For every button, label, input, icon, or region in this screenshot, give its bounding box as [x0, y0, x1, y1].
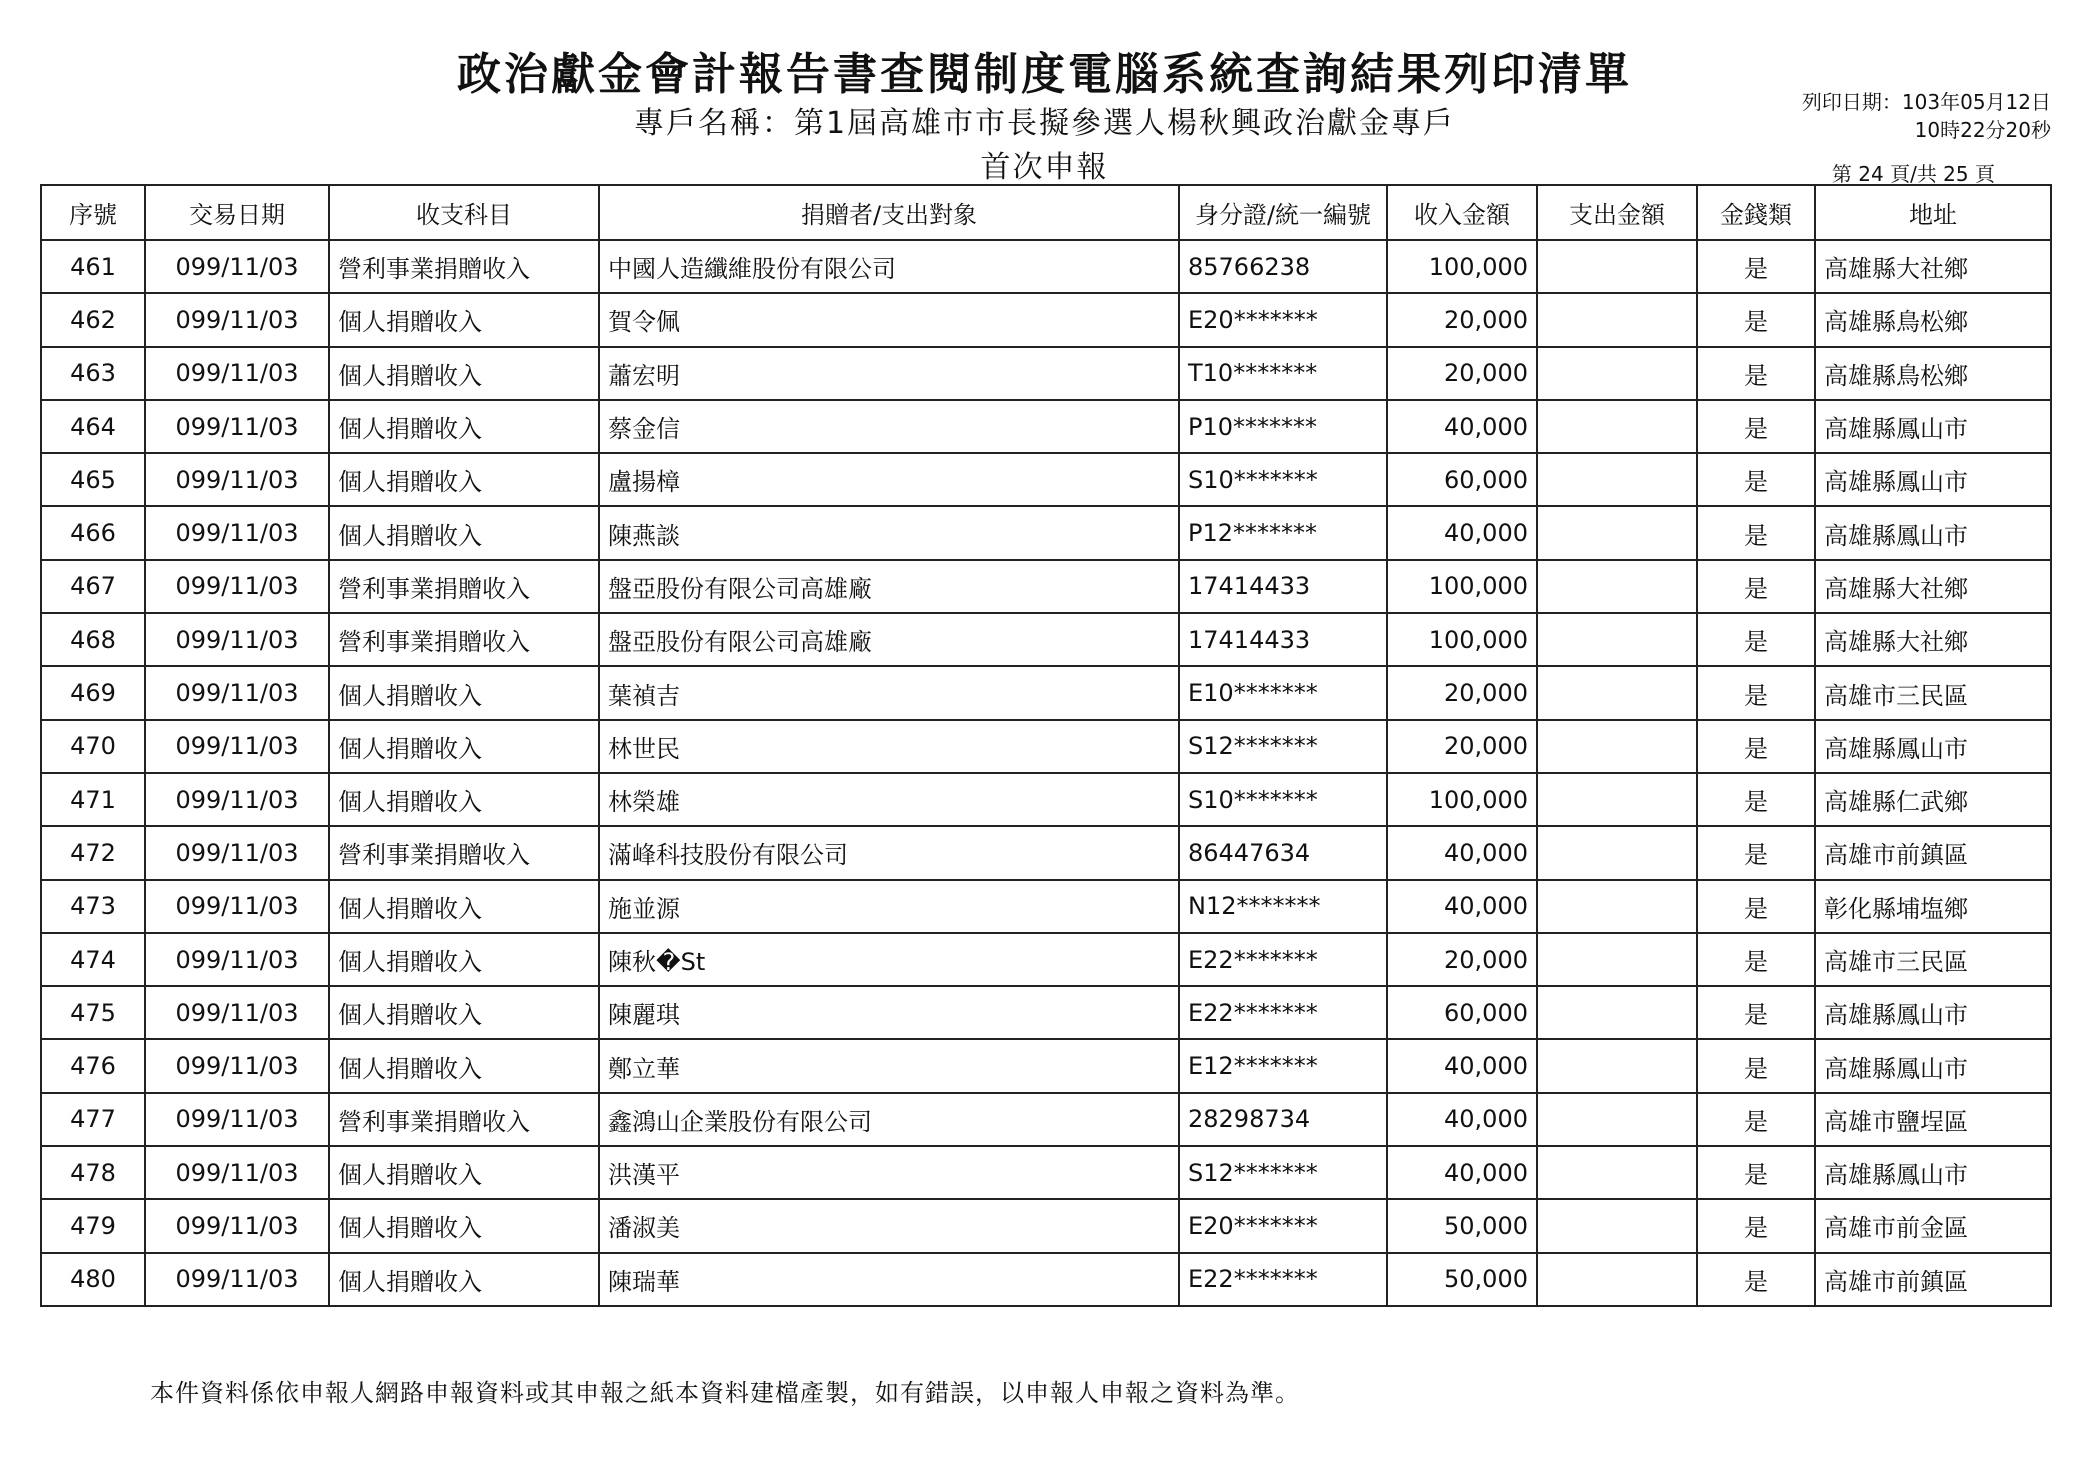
cell-seq: 472 — [41, 826, 145, 879]
cell-seq: 467 — [41, 560, 145, 613]
cell-id: 28298734 — [1179, 1093, 1387, 1146]
cell-address: 高雄縣大社鄉 — [1815, 613, 2051, 666]
table-row — [41, 826, 2051, 879]
cell-id: P10******* — [1179, 400, 1387, 453]
table-row — [41, 560, 2051, 613]
column-header-seq: 序號 — [41, 185, 145, 240]
cell-id: 17414433 — [1179, 560, 1387, 613]
cell-category: 個人捐贈收入 — [329, 347, 599, 400]
cell-seq: 461 — [41, 240, 145, 293]
cell-expense — [1537, 1253, 1697, 1306]
table-row — [41, 880, 2051, 933]
table-row — [41, 613, 2051, 666]
table-row — [41, 1199, 2051, 1252]
cell-seq: 477 — [41, 1093, 145, 1146]
cell-expense — [1537, 347, 1697, 400]
cell-id: 17414433 — [1179, 613, 1387, 666]
cell-expense — [1537, 773, 1697, 826]
cell-money-type: 是 — [1697, 986, 1815, 1039]
cell-seq: 474 — [41, 933, 145, 986]
cell-expense — [1537, 453, 1697, 506]
cell-income: 20,000 — [1387, 666, 1537, 719]
cell-date: 099/11/03 — [145, 613, 329, 666]
cell-money-type: 是 — [1697, 506, 1815, 559]
report-type: 首次申報 — [980, 150, 1109, 185]
cell-category: 營利事業捐贈收入 — [329, 826, 599, 879]
table-row — [41, 933, 2051, 986]
cell-income: 40,000 — [1387, 1093, 1537, 1146]
table-row — [41, 1146, 2051, 1199]
cell-expense — [1537, 720, 1697, 773]
cell-id: T10******* — [1179, 347, 1387, 400]
table-row — [41, 240, 2051, 293]
cell-expense — [1537, 293, 1697, 346]
cell-money-type: 是 — [1697, 560, 1815, 613]
cell-address: 高雄縣鳳山市 — [1815, 1146, 2051, 1199]
cell-payee: 施並源 — [599, 880, 1179, 933]
cell-expense — [1537, 826, 1697, 879]
table-row — [41, 506, 2051, 559]
cell-date: 099/11/03 — [145, 400, 329, 453]
table-row — [41, 400, 2051, 453]
cell-income: 40,000 — [1387, 880, 1537, 933]
cell-expense — [1537, 1093, 1697, 1146]
cell-money-type: 是 — [1697, 613, 1815, 666]
cell-payee: 潘淑美 — [599, 1199, 1179, 1252]
cell-id: S12******* — [1179, 720, 1387, 773]
cell-address: 高雄縣鳳山市 — [1815, 400, 2051, 453]
cell-seq: 476 — [41, 1039, 145, 1092]
cell-date: 099/11/03 — [145, 1039, 329, 1092]
table-row — [41, 720, 2051, 773]
cell-seq: 465 — [41, 453, 145, 506]
cell-money-type: 是 — [1697, 1093, 1815, 1146]
cell-category: 營利事業捐贈收入 — [329, 240, 599, 293]
cell-expense — [1537, 506, 1697, 559]
cell-date: 099/11/03 — [145, 1146, 329, 1199]
cell-income: 60,000 — [1387, 453, 1537, 506]
cell-address: 高雄縣鳳山市 — [1815, 1039, 2051, 1092]
cell-money-type: 是 — [1697, 400, 1815, 453]
cell-seq: 469 — [41, 666, 145, 719]
cell-payee: 蔡金信 — [599, 400, 1179, 453]
cell-seq: 462 — [41, 293, 145, 346]
cell-expense — [1537, 1146, 1697, 1199]
cell-payee: 葉禎吉 — [599, 666, 1179, 719]
cell-expense — [1537, 666, 1697, 719]
cell-date: 099/11/03 — [145, 506, 329, 559]
cell-date: 099/11/03 — [145, 880, 329, 933]
cell-money-type: 是 — [1697, 453, 1815, 506]
table-row — [41, 1093, 2051, 1146]
cell-payee: 陳麗琪 — [599, 986, 1179, 1039]
cell-seq: 471 — [41, 773, 145, 826]
cell-seq: 463 — [41, 347, 145, 400]
cell-category: 營利事業捐贈收入 — [329, 1093, 599, 1146]
table-row — [41, 293, 2051, 346]
cell-expense — [1537, 880, 1697, 933]
cell-seq: 480 — [41, 1253, 145, 1306]
cell-id: N12******* — [1179, 880, 1387, 933]
column-header-category: 收支科目 — [329, 185, 599, 240]
cell-money-type: 是 — [1697, 1253, 1815, 1306]
cell-id: S10******* — [1179, 773, 1387, 826]
cell-category: 個人捐贈收入 — [329, 986, 599, 1039]
cell-payee: 中國人造纖維股份有限公司 — [599, 240, 1179, 293]
cell-income: 40,000 — [1387, 1039, 1537, 1092]
cell-income: 60,000 — [1387, 986, 1537, 1039]
cell-money-type: 是 — [1697, 1199, 1815, 1252]
cell-date: 099/11/03 — [145, 293, 329, 346]
cell-category: 個人捐贈收入 — [329, 880, 599, 933]
footnote: 本件資料係依申報人網路申報資料或其申報之紙本資料建檔產製，如有錯誤，以申報人申報之資料為準。 — [150, 1379, 1300, 1407]
cell-income: 20,000 — [1387, 933, 1537, 986]
cell-address: 高雄縣仁武鄉 — [1815, 773, 2051, 826]
cell-seq: 466 — [41, 506, 145, 559]
cell-category: 個人捐贈收入 — [329, 293, 599, 346]
cell-id: E12******* — [1179, 1039, 1387, 1092]
cell-id: E22******* — [1179, 933, 1387, 986]
cell-id: E10******* — [1179, 666, 1387, 719]
cell-payee: 陳秋�St — [599, 933, 1179, 986]
cell-id: E22******* — [1179, 1253, 1387, 1306]
cell-payee: 陳瑞華 — [599, 1253, 1179, 1306]
cell-address: 高雄市前金區 — [1815, 1199, 2051, 1252]
cell-address: 高雄市三民區 — [1815, 666, 2051, 719]
cell-money-type: 是 — [1697, 773, 1815, 826]
cell-date: 099/11/03 — [145, 1093, 329, 1146]
cell-category: 個人捐贈收入 — [329, 506, 599, 559]
cell-seq: 473 — [41, 880, 145, 933]
cell-date: 099/11/03 — [145, 773, 329, 826]
cell-seq: 470 — [41, 720, 145, 773]
cell-money-type: 是 — [1697, 1146, 1815, 1199]
cell-income: 40,000 — [1387, 826, 1537, 879]
cell-money-type: 是 — [1697, 666, 1815, 719]
cell-income: 20,000 — [1387, 293, 1537, 346]
cell-payee: 洪漢平 — [599, 1146, 1179, 1199]
cell-expense — [1537, 240, 1697, 293]
cell-address: 高雄市前鎮區 — [1815, 1253, 2051, 1306]
column-header-money-type: 金錢類 — [1697, 185, 1815, 240]
cell-category: 個人捐贈收入 — [329, 666, 599, 719]
cell-payee: 陳燕談 — [599, 506, 1179, 559]
cell-id: E20******* — [1179, 1199, 1387, 1252]
cell-payee: 賀令佩 — [599, 293, 1179, 346]
cell-payee: 鄭立華 — [599, 1039, 1179, 1092]
cell-date: 099/11/03 — [145, 720, 329, 773]
cell-money-type: 是 — [1697, 880, 1815, 933]
table-row — [41, 453, 2051, 506]
cell-expense — [1537, 1199, 1697, 1252]
cell-income: 50,000 — [1387, 1253, 1537, 1306]
cell-money-type: 是 — [1697, 293, 1815, 346]
table-row — [41, 666, 2051, 719]
cell-money-type: 是 — [1697, 720, 1815, 773]
cell-date: 099/11/03 — [145, 826, 329, 879]
print-time: 10時22分20秒 — [1914, 118, 2051, 142]
account-name: 專戶名稱：第1屆高雄市市長擬參選人楊秋興政治獻金專戶 — [633, 106, 1456, 141]
cell-seq: 468 — [41, 613, 145, 666]
cell-id: P12******* — [1179, 506, 1387, 559]
cell-income: 20,000 — [1387, 720, 1537, 773]
cell-expense — [1537, 986, 1697, 1039]
cell-category: 個人捐贈收入 — [329, 400, 599, 453]
cell-income: 100,000 — [1387, 560, 1537, 613]
table-row — [41, 773, 2051, 826]
cell-seq: 475 — [41, 986, 145, 1039]
cell-seq: 478 — [41, 1146, 145, 1199]
cell-expense — [1537, 560, 1697, 613]
cell-address: 高雄縣大社鄉 — [1815, 560, 2051, 613]
cell-payee: 滿峰科技股份有限公司 — [599, 826, 1179, 879]
cell-money-type: 是 — [1697, 347, 1815, 400]
cell-expense — [1537, 613, 1697, 666]
cell-address: 高雄縣鳳山市 — [1815, 506, 2051, 559]
cell-address: 彰化縣埔塩鄉 — [1815, 880, 2051, 933]
cell-address: 高雄市三民區 — [1815, 933, 2051, 986]
cell-category: 個人捐贈收入 — [329, 933, 599, 986]
column-header-expense: 支出金額 — [1537, 185, 1697, 240]
cell-date: 099/11/03 — [145, 1199, 329, 1252]
cell-address: 高雄市前鎮區 — [1815, 826, 2051, 879]
cell-income: 40,000 — [1387, 506, 1537, 559]
cell-category: 營利事業捐贈收入 — [329, 613, 599, 666]
cell-payee: 林世民 — [599, 720, 1179, 773]
page-info: 第 24 頁/共 25 頁 — [1831, 162, 1995, 186]
cell-income: 40,000 — [1387, 1146, 1537, 1199]
column-header-payee: 捐贈者/支出對象 — [599, 185, 1179, 240]
cell-payee: 盧揚樟 — [599, 453, 1179, 506]
cell-money-type: 是 — [1697, 1039, 1815, 1092]
cell-id: S12******* — [1179, 1146, 1387, 1199]
cell-address: 高雄縣鳥松鄉 — [1815, 347, 2051, 400]
cell-id: 85766238 — [1179, 240, 1387, 293]
donation-ledger-table — [40, 184, 2052, 1307]
cell-id: E20******* — [1179, 293, 1387, 346]
cell-address: 高雄縣鳳山市 — [1815, 720, 2051, 773]
cell-address: 高雄縣鳳山市 — [1815, 453, 2051, 506]
cell-seq: 464 — [41, 400, 145, 453]
cell-category: 營利事業捐贈收入 — [329, 560, 599, 613]
cell-expense — [1537, 933, 1697, 986]
table-row — [41, 986, 2051, 1039]
cell-date: 099/11/03 — [145, 1253, 329, 1306]
cell-money-type: 是 — [1697, 933, 1815, 986]
table-row — [41, 1039, 2051, 1092]
document-title: 政治獻金會計報告書查閱制度電腦系統查詢結果列印清單 — [457, 49, 1632, 100]
cell-payee: 蕭宏明 — [599, 347, 1179, 400]
cell-date: 099/11/03 — [145, 240, 329, 293]
column-header-date: 交易日期 — [145, 185, 329, 240]
cell-payee: 盤亞股份有限公司高雄廠 — [599, 613, 1179, 666]
cell-date: 099/11/03 — [145, 560, 329, 613]
cell-payee: 林榮雄 — [599, 773, 1179, 826]
print-date: 列印日期：103年05月12日 — [1801, 90, 2051, 114]
cell-income: 50,000 — [1387, 1199, 1537, 1252]
cell-category: 個人捐贈收入 — [329, 1253, 599, 1306]
cell-address: 高雄縣鳳山市 — [1815, 986, 2051, 1039]
cell-category: 個人捐贈收入 — [329, 773, 599, 826]
cell-payee: 盤亞股份有限公司高雄廠 — [599, 560, 1179, 613]
cell-money-type: 是 — [1697, 826, 1815, 879]
cell-seq: 479 — [41, 1199, 145, 1252]
cell-category: 個人捐贈收入 — [329, 1199, 599, 1252]
cell-address: 高雄市鹽埕區 — [1815, 1093, 2051, 1146]
column-header-address: 地址 — [1815, 185, 2051, 240]
cell-income: 100,000 — [1387, 773, 1537, 826]
table-header-row — [41, 185, 2051, 240]
cell-category: 個人捐贈收入 — [329, 720, 599, 773]
cell-date: 099/11/03 — [145, 453, 329, 506]
cell-date: 099/11/03 — [145, 347, 329, 400]
cell-id: 86447634 — [1179, 826, 1387, 879]
cell-address: 高雄縣大社鄉 — [1815, 240, 2051, 293]
cell-id: S10******* — [1179, 453, 1387, 506]
table-row — [41, 347, 2051, 400]
cell-income: 100,000 — [1387, 240, 1537, 293]
cell-income: 100,000 — [1387, 613, 1537, 666]
cell-money-type: 是 — [1697, 240, 1815, 293]
table-row — [41, 1253, 2051, 1306]
cell-expense — [1537, 1039, 1697, 1092]
column-header-income: 收入金額 — [1387, 185, 1537, 240]
cell-income: 20,000 — [1387, 347, 1537, 400]
cell-category: 個人捐贈收入 — [329, 1039, 599, 1092]
cell-id: E22******* — [1179, 986, 1387, 1039]
cell-payee: 鑫鴻山企業股份有限公司 — [599, 1093, 1179, 1146]
column-header-id: 身分證/統一編號 — [1179, 185, 1387, 240]
cell-date: 099/11/03 — [145, 666, 329, 719]
print-info — [1802, 88, 2051, 144]
cell-date: 099/11/03 — [145, 986, 329, 1039]
cell-date: 099/11/03 — [145, 933, 329, 986]
cell-category: 個人捐贈收入 — [329, 453, 599, 506]
cell-expense — [1537, 400, 1697, 453]
cell-income: 40,000 — [1387, 400, 1537, 453]
cell-category: 個人捐贈收入 — [329, 1146, 599, 1199]
cell-address: 高雄縣鳥松鄉 — [1815, 293, 2051, 346]
table-body — [41, 240, 2051, 1306]
